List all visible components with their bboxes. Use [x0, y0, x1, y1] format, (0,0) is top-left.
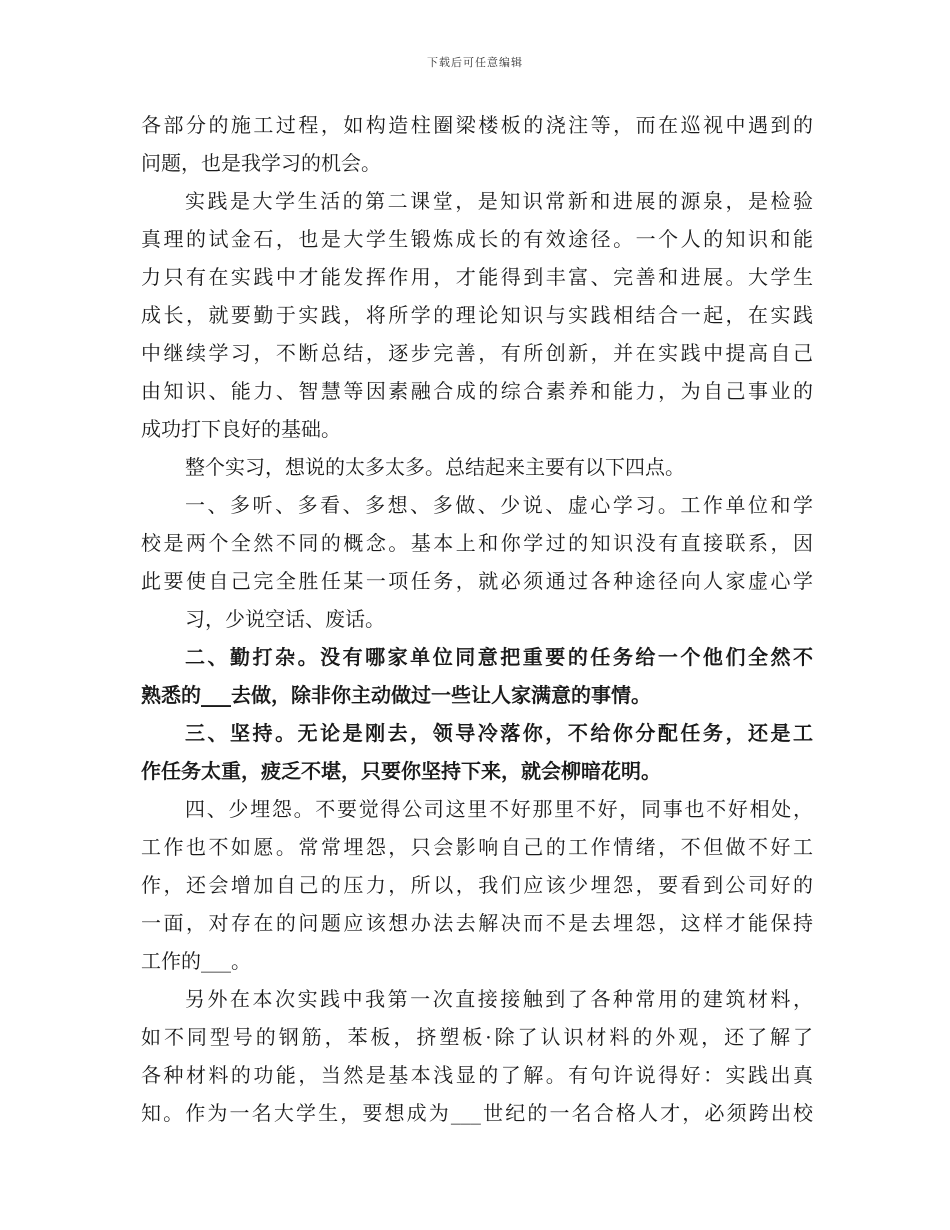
text-line: 力只有在实践中才能发挥作用，才能得到丰富、完善和进展。大学生 — [141, 265, 813, 289]
text-line: 各部分的施工过程，如构造柱圈梁楼板的浇注等，而在巡视中遇到的 — [141, 113, 813, 137]
text-line: 一、多听、多看、多想、多做、少说、虚心学习。工作单位和学 — [185, 493, 813, 517]
text-line: 实践是大学生活的第二课堂，是知识常新和进展的源泉，是检验 — [185, 189, 813, 213]
text-line: 二、勤打杂。没有哪家单位同意把重要的任务给一个他们全然不 — [185, 645, 813, 669]
text-line: 校是两个全然不同的概念。基本上和你学过的知识没有直接联系，因 — [141, 531, 813, 555]
text-line: 中继续学习，不断总结，逐步完善，有所创新，并在实践中提高自己 — [141, 341, 813, 365]
text-line: 问题，也是我学习的机会。 — [141, 151, 381, 175]
document-body — [141, 106, 813, 1132]
text-line: 三、坚持。无论是刚去，领导冷落你，不给你分配任务，还是工 — [185, 721, 813, 745]
text-line: 整个实习，想说的太多太多。总结起来主要有以下四点。 — [185, 455, 685, 479]
text-line: 熟悉的___去做，除非你主动做过一些让人家满意的事情。 — [141, 683, 651, 707]
text-line: 另外在本次实践中我第一次直接接触到了各种常用的建筑材料， — [185, 987, 813, 1011]
page-header: 下载后可任意编辑 — [427, 56, 523, 69]
text-line: 由知识、能力、智慧等因素融合成的综合素养和能力，为自己事业的 — [141, 379, 813, 403]
text-line: 知。作为一名大学生，要想成为___世纪的一名合格人才，必须跨出校 — [141, 1101, 813, 1125]
text-line: 四、少埋怨。不要觉得公司这里不好那里不好，同事也不好相处， — [185, 797, 813, 821]
text-line: 如不同型号的钢筋，苯板，挤塑板·除了认识材料的外观，还了解了 — [141, 1025, 813, 1049]
text-line: 作，还会增加自己的压力，所以，我们应该少埋怨，要看到公司好的 — [141, 873, 813, 897]
text-line: 工作的___。 — [141, 949, 251, 973]
text-line: 工作也不如愿。常常埋怨，只会影响自己的工作情绪，不但做不好工 — [141, 835, 813, 859]
text-line: 成功打下良好的基础。 — [141, 417, 341, 441]
text-line: 习，少说空话、废话。 — [185, 607, 385, 631]
text-line: 一面，对存在的问题应该想办法去解决而不是去埋怨，这样才能保持 — [141, 911, 813, 935]
text-line: 各种材料的功能，当然是基本浅显的了解。有句许说得好：实践出真 — [141, 1063, 813, 1087]
text-line: 真理的试金石，也是大学生锻炼成长的有效途径。一个人的知识和能 — [141, 227, 813, 251]
text-line: 此要使自己完全胜任某一项任务，就必须通过各种途径向人家虚心学 — [141, 569, 813, 593]
text-line: 成长，就要勤于实践，将所学的理论知识与实践相结合一起，在实践 — [141, 303, 813, 327]
text-line: 作任务太重，疲乏不堪，只要你坚持下来，就会柳暗花明。 — [141, 759, 661, 783]
